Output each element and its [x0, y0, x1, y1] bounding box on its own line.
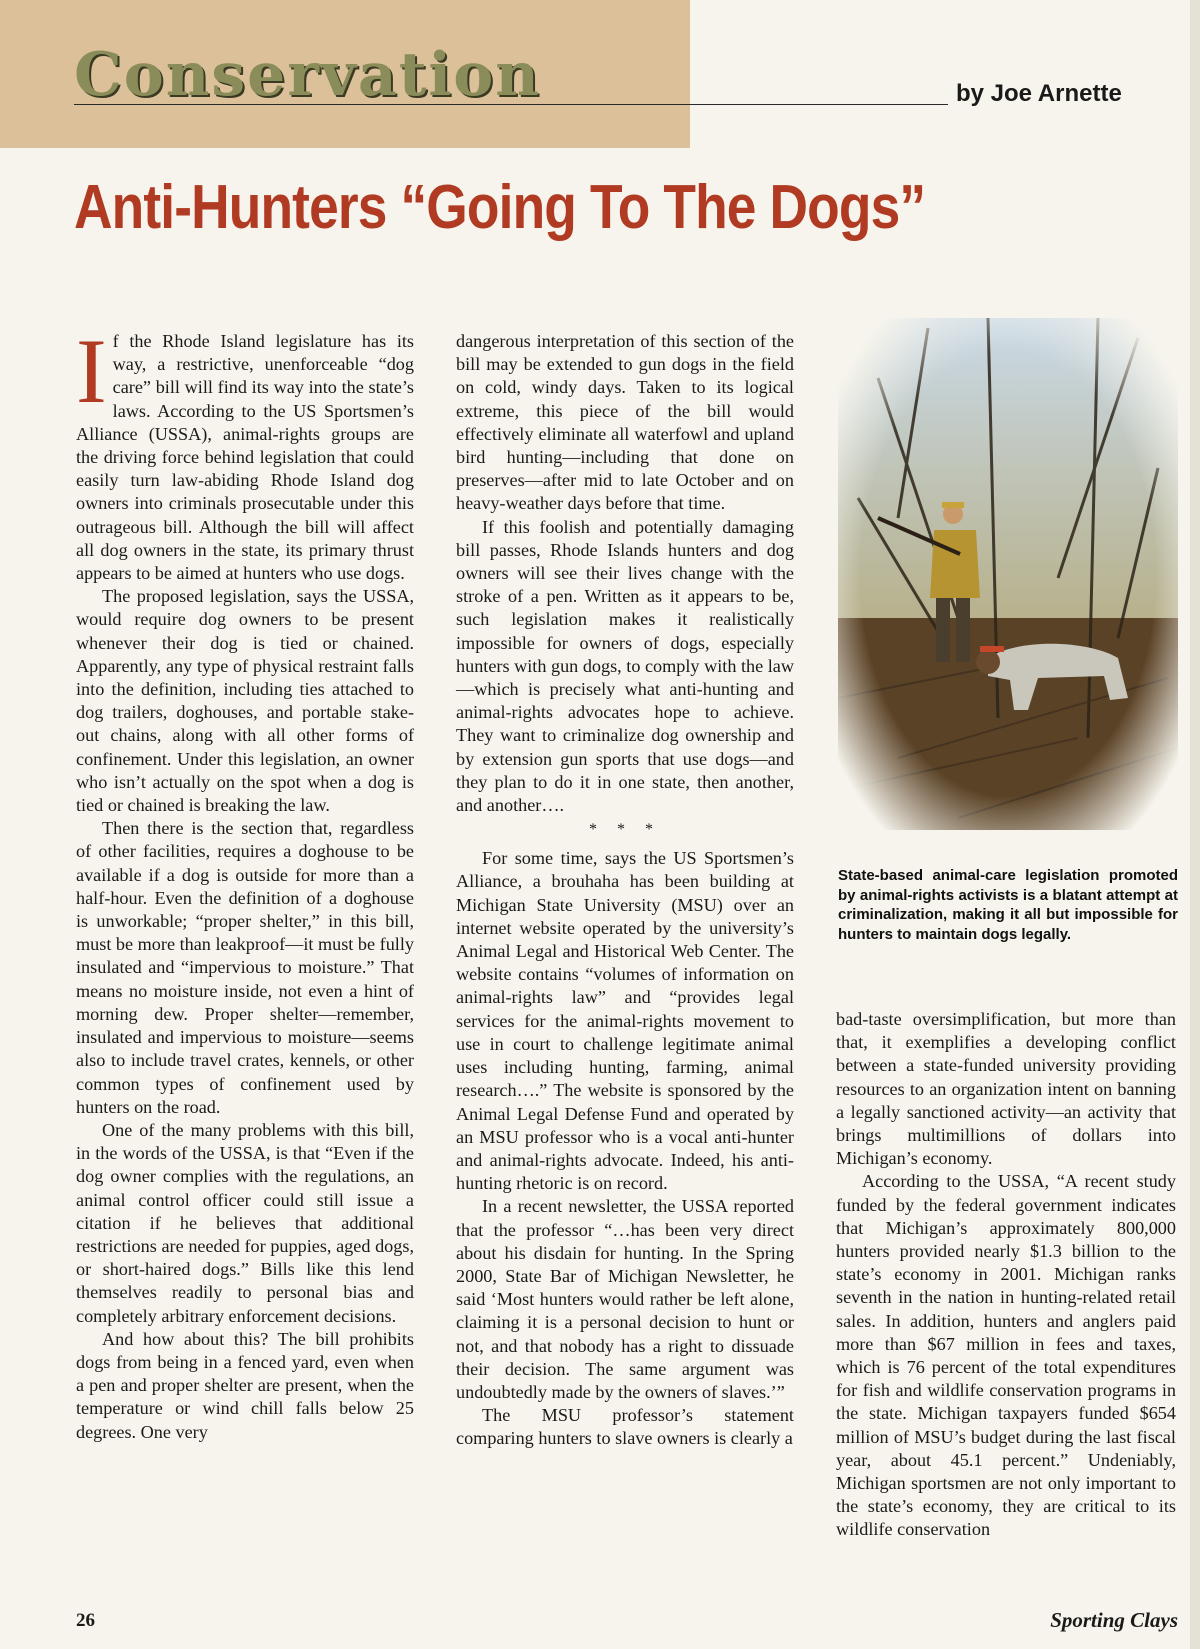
section-title: Conservation — [74, 40, 541, 110]
paragraph-11: bad-taste oversimplification, but more than that, it exemplifies a developing conflict between a state-funded university providing resources to an organization intent on banning a legally sanctioned activity—an activity that brings multimillions of dollars into Michigan’s economy. — [836, 1009, 1176, 1169]
paragraph-3: Then there is the section that, regardless of other facilities, requires a doghouse to be available if a dog is outside for more than a half-hour. Even the definition of a doghouse is unworkable; “proper shelter,” in this bill, must be more than leakproof—it must be fully insulated and “impervious to moisture.” That means no moisture inside, not even a hint of morning dew. Proper shelter—remember, insulated and impervious to moisture—seems also to include travel crates, kennels, or other common types of confinement used by hunters on the road. — [76, 818, 414, 1117]
column-2 — [456, 330, 794, 1451]
headline: Anti-Hunters “Going To The Dogs” — [74, 173, 926, 242]
paragraph-1: If the Rhode Island legislature has its way, a restrictive, unenforceable “dog care” bill will find its way into the state’s laws. According to the US Sportsmen’s Alliance (USSA), animal-rights groups are the driving force behind legislation that could easily turn law-abiding Rhode Island dog owners into criminals prosecutable under this outrageous bill. Although the bill will affect all dog owners in the state, its primary thrust appears to be aimed at hunters who use dogs. — [76, 320, 414, 584]
paragraph-9: In a recent newsletter, the USSA reported that the professor “…has been very direct about his disdain for hunting. In the Spring 2000, State Bar of Michigan Newsletter, he said ‘Most hunters would rather be left alone, claiming it is a personal decision to hunt or not, and that nobody has a right to dissuade their decision. The same argument was undoubtedly made by the owners of slaves.’” — [456, 1196, 794, 1402]
photo-caption: State-based animal-care legislation promoted by animal-rights activists is a blatant attempt at criminalization, making it all but impossible for hunters to maintain dogs legally. — [838, 867, 1178, 943]
section-separator: * * * — [589, 821, 661, 839]
paragraph-12: According to the USSA, “A recent study funded by the federal government indicates that Michigan’s approximately 800,000 hunters provided nearly $1.3 billion to the state’s economy in 2001. Michigan ranks seventh in the nation in hunting-related retail sales. In addition, hunters and anglers paid more than $67 million in fees and taxes, which is 76 percent of the total expenditures for fish and wildlife conservation programs in the state. Michigan taxpayers funded $654 million of MSU’s budget during the last fiscal year, about 45.1 percent.” Undeniably, Michigan sportsmen are not only important to the state’s economy, they are critical to its wildlife conservation — [836, 1171, 1176, 1540]
byline: by Joe Arnette — [956, 80, 1122, 107]
column-1 — [76, 320, 414, 1444]
page-edge — [1190, 0, 1200, 1649]
drop-cap: I — [76, 320, 107, 422]
paragraph-5: And how about this? The bill prohibits dogs from being in a fenced yard, even when a pen and proper shelter are present, when the temperature or wind chill falls below 25 degrees. One very — [76, 1328, 414, 1442]
paragraph-2: The proposed legislation, says the USSA, would require dog owners to be present whenever their dog is tied or chained. Apparently, any type of physical restraint falls into the definition, including ties attached to dog trailers, doghouses, and portable stake-out chains, along with all other forms of confinement. Under this legislation, an owner who isn’t actually on the spot when a dog is tied or chained is breaking the law. — [76, 586, 414, 816]
paragraph-4: One of the many problems with this bill, in the words of the USSA, is that “Even if the dog owner complies with the regulations, an animal control officer could still issue a citation if he believes that additional restrictions are needed for puppies, aged dogs, or short-haired dogs.” Bills like this lend themselves readily to personal bias and completely arbitrary enforcement decisions. — [76, 1119, 414, 1326]
header-rule — [74, 104, 948, 105]
paragraph-6: dangerous interpretation of this section of the bill may be extended to gun dogs in the field on cold, windy days. Taken to its logical extreme, this piece of the bill would effectively eliminate all waterfowl and upland bird hunting—including that done on preserves—after mid to late October and on heavy-weather days before that time. — [456, 331, 794, 514]
paragraph-7: If this foolish and potentially damaging bill passes, Rhode Islands hunters and dog owners will see their lives change with the stroke of a pen. Written as it appears to be, such legislation makes it realistically impossible for owners of dogs, especially hunters with gun dogs, to comply with the law—which is precisely what anti-hunting and animal-rights advocates hope to achieve. They want to criminalize dog ownership and by extension gun sports that use dogs—and they plan to do it in one state, then another, and another…. — [456, 516, 794, 816]
magazine-name: Sporting Clays — [1050, 1608, 1178, 1632]
paragraph-8: For some time, says the US Sportsmen’s Alliance, a brouhaha has been building at Michigan State University (MSU) over an internet website operated by the university’s Animal Legal and Historical Web Center. The website contains “volumes of information on animal-rights law” and “provides legal services for the animal-rights movement to use in court to challenge legitimate animal uses including hunting, farming, animal research….” The website is sponsored by the Animal Legal Defense Fund and operated by an MSU professor who is a vocal anti-hunter and animal-rights advocate. Indeed, his anti-hunting rhetoric is on record. — [456, 848, 794, 1194]
page-number: 26 — [76, 1610, 95, 1631]
column-3 — [836, 1008, 1176, 1542]
hunter-with-dog-photo — [838, 318, 1178, 830]
paragraph-10: The MSU professor’s statement comparing hunters to slave owners is clearly a — [456, 1405, 794, 1449]
